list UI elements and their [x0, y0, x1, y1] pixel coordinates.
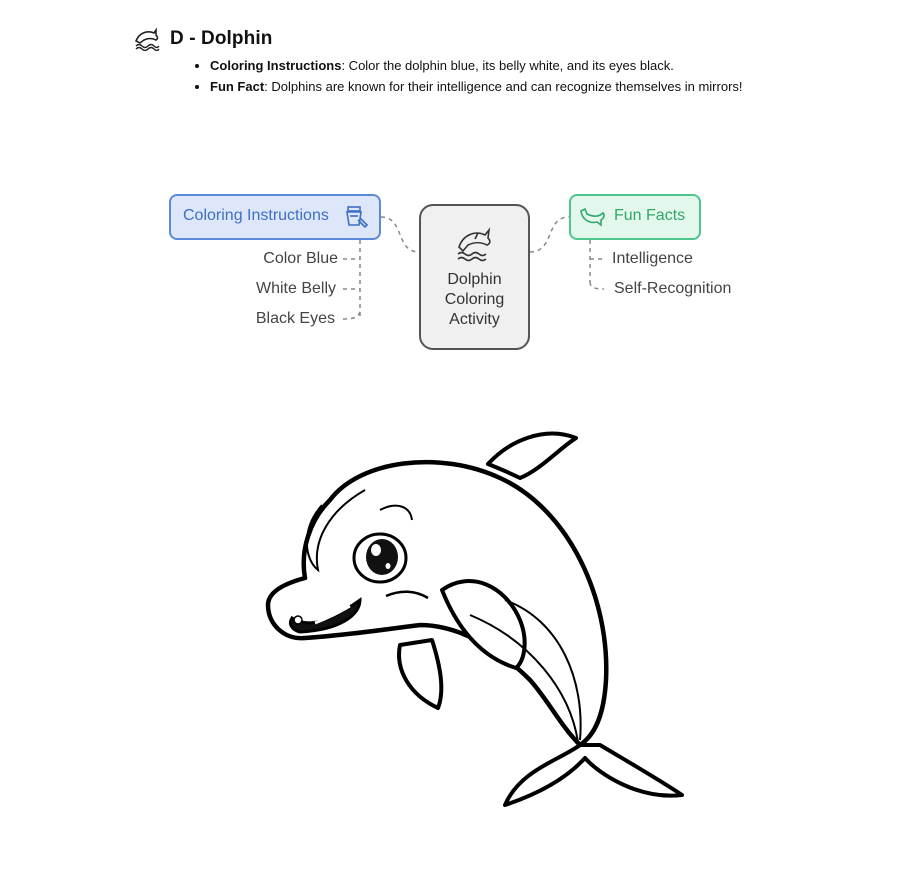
page-title: D - Dolphin — [170, 28, 273, 49]
leaf-self-recognition: Self-Recognition — [614, 280, 732, 297]
dolphin-waves-icon — [455, 225, 495, 263]
coloring-instructions-title: Coloring Instructions — [183, 207, 329, 224]
tail-fluke — [505, 745, 682, 805]
bullet-label: Fun Fact — [210, 79, 265, 94]
bullet-label: Coloring Instructions — [210, 58, 342, 73]
leaf-intelligence: Intelligence — [612, 250, 693, 267]
dolphin-coloring-illustration — [255, 420, 695, 820]
center-line: Dolphin — [447, 271, 502, 288]
eye-pupil — [366, 539, 398, 575]
dolphin-icon — [579, 205, 607, 229]
center-line: Coloring — [444, 291, 505, 308]
leaf-color-blue: Color Blue — [263, 250, 338, 267]
bullet-text: : Color the dolphin blue, its belly white, and its eyes black. — [341, 58, 674, 73]
leaf-black-eyes: Black Eyes — [255, 310, 335, 327]
leaf-white-belly: White Belly — [255, 280, 336, 297]
central-node-label — [421, 270, 528, 330]
paint-bucket-icon — [344, 204, 370, 230]
dorsal-fin — [488, 434, 576, 478]
bullet-text: : Dolphins are known for their intelligence and can recognize themselves in mirrors! — [264, 79, 743, 94]
center-line: Activity — [449, 311, 500, 328]
fun-facts-title: Fun Facts — [614, 207, 686, 224]
lower-fin — [399, 640, 441, 708]
